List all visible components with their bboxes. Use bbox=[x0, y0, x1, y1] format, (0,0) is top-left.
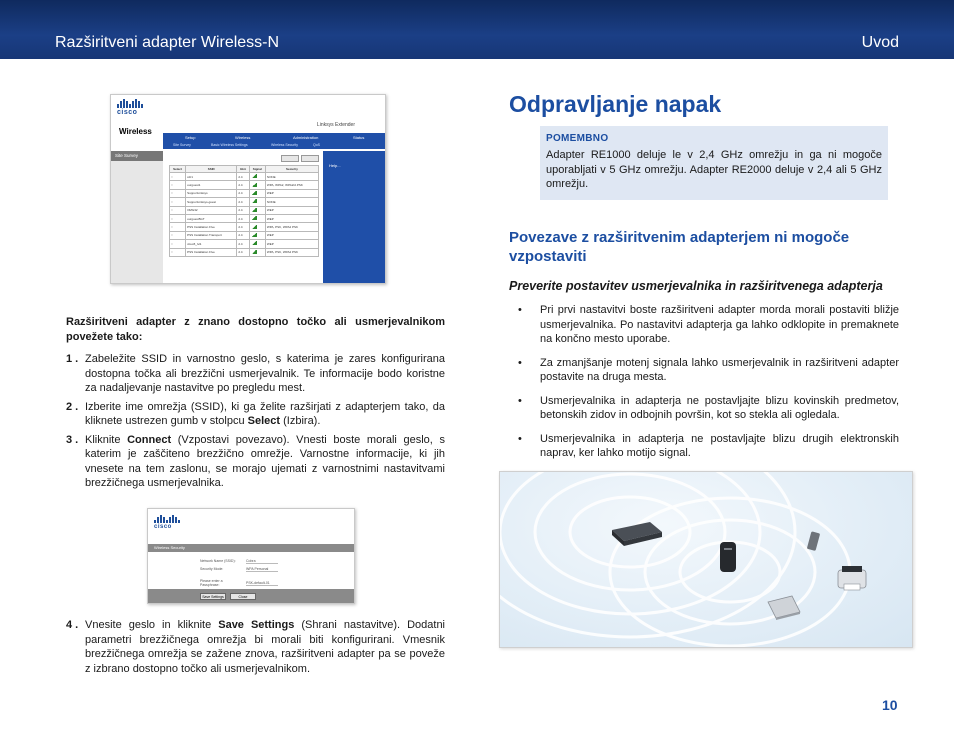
list-item: • Pri prvi nastavitvi boste razširitveni adapter morda morali postaviti bližje usmerjevalnika. Po nastavitvi adapterja ga lahko odklopite in premaknete na končno mesto uporabe. bbox=[509, 303, 899, 347]
table-row bbox=[170, 181, 319, 189]
step-3: 3 . Kliknite Connect (Vzpostavi povezavo). Vnesti boste morali geslo, s katerim je zaščiteno brezžično omrežje. Varnostne informacije, ki jih vnesete na tem zaslonu, se morajo ujemati z varnostnimi nastavitvami brezžičnega usmerjevalnika. bbox=[66, 433, 445, 489]
refresh-button[interactable] bbox=[281, 155, 299, 162]
security-cell: WPA, PSK, WPA2 PSK bbox=[265, 248, 318, 256]
table-row bbox=[170, 231, 319, 239]
ssid-cell: vireo5_ivl1 bbox=[186, 240, 237, 248]
table-row bbox=[170, 206, 319, 214]
select-radio[interactable]: ○ bbox=[170, 189, 186, 197]
select-radio[interactable]: ○ bbox=[170, 240, 186, 248]
nav-administration[interactable]: Administration bbox=[293, 135, 319, 140]
select-radio[interactable]: ○ bbox=[170, 198, 186, 206]
list-item: • Za zmanjšanje motenj signala lahko usmerjevalnik in razširitveni adapter postavite na druga mesta. bbox=[509, 356, 899, 385]
ssid-field[interactable]: Cobra bbox=[246, 559, 278, 564]
list-item: • Usmerjevalnika in adapterja ne postavljajte blizu drugih elektronskih naprav, ker lahko motijo signal. bbox=[509, 432, 899, 461]
ghz-cell: 2.4 bbox=[237, 240, 249, 248]
cisco-logo: cisco bbox=[154, 515, 180, 530]
section-heading: Povezave z razširitvenim adapterjem ni mogoče vzpostaviti bbox=[509, 229, 850, 265]
select-radio[interactable]: ○ bbox=[170, 223, 186, 231]
ssid-cell: ourguest1 bbox=[186, 181, 237, 189]
product-label: Linksys Extender bbox=[316, 122, 355, 128]
subnav-qos[interactable]: QoS bbox=[313, 143, 321, 147]
security-cell: NONE bbox=[265, 198, 318, 206]
subnav-site-survey[interactable]: Site Survey bbox=[173, 143, 191, 147]
sub-nav bbox=[163, 143, 385, 149]
ssid-cell: ourguest5GT bbox=[186, 214, 237, 222]
tips-list bbox=[509, 303, 899, 470]
signal-icon bbox=[249, 240, 265, 248]
ghz-cell: 2.4 bbox=[237, 248, 249, 256]
site-survey-screenshot bbox=[110, 94, 386, 284]
intro-paragraph: Razširitveni adapter z znano dostopno točko ali usmerjevalnikom povežete tako: bbox=[66, 316, 445, 343]
header-product-title: Razširitveni adapter Wireless-N bbox=[55, 34, 280, 51]
security-cell: WEP bbox=[265, 206, 318, 214]
nav-wireless[interactable]: Wireless bbox=[235, 135, 251, 140]
security-bar-label: Wireless Security bbox=[154, 545, 185, 550]
section-label: Wireless bbox=[119, 127, 152, 136]
table-row bbox=[170, 248, 319, 256]
note-text: Adapter RE1000 deluje le v 2,4 GHz omrežju in ga ni mogoče uporabljati v 5 GHz omrežju. Adapter RE2000 deluje v 2,4 ali 5 GHz omrežju. bbox=[546, 149, 882, 190]
table-row bbox=[170, 223, 319, 231]
close-button[interactable]: Close bbox=[230, 593, 256, 600]
signal-icon bbox=[249, 173, 265, 181]
ssid-cell: PSS Installation Five bbox=[186, 223, 237, 231]
page-title: Odpravljanje napak bbox=[509, 91, 722, 117]
signal-icon bbox=[249, 198, 265, 206]
survey-table: Select SSID GHz Signal Security ○ cdr1 2.4 NONE ○ ourguest1 2.4 WPA, WPA2, WPA2/A PSK ○ SupportLinksys 2.4 WEP ○ SupportLinksys-guest 2.4 NONE ○ OMG32 2.4 WEP ○ ourguest5GT 2.4 WEP ○ PSS Installation Five 2.4 WPA, PSK, WPA2 PSK ○ PSS Installation Transport 2.4 WEP ○ vireo5_ivl1 2.4 WEP ○ PSS Installation Five 2.4 WPA, PSK, WPA2 PSK bbox=[169, 165, 319, 257]
security-cell: NONE bbox=[265, 173, 318, 181]
page-header bbox=[0, 0, 954, 59]
security-cell: WEP bbox=[265, 214, 318, 222]
ghz-cell: 2.4 bbox=[237, 181, 249, 189]
ghz-cell: 2.4 bbox=[237, 189, 249, 197]
table-row bbox=[170, 240, 319, 248]
ghz-cell: 2.4 bbox=[237, 206, 249, 214]
printer-icon bbox=[838, 566, 866, 590]
signal-icon bbox=[249, 189, 265, 197]
subnav-basic-wireless[interactable]: Basic Wireless Settings bbox=[211, 143, 248, 147]
select-radio[interactable]: ○ bbox=[170, 181, 186, 189]
security-cell: WEP bbox=[265, 189, 318, 197]
important-note bbox=[540, 126, 888, 200]
ssid-cell: OMG32 bbox=[186, 206, 237, 214]
ssid-cell: SupportLinksys-guest bbox=[186, 198, 237, 206]
subsection-heading: Preverite postavitev usmerjevalnika in razširitvenega adapterja bbox=[509, 279, 883, 293]
ghz-cell: 2.4 bbox=[237, 173, 249, 181]
nav-status[interactable]: Status bbox=[353, 135, 365, 140]
select-radio[interactable]: ○ bbox=[170, 214, 186, 222]
select-radio[interactable]: ○ bbox=[170, 206, 186, 214]
security-cell: WPA, PSK, WPA2 PSK bbox=[265, 223, 318, 231]
subnav-wireless-security[interactable]: Wireless Security bbox=[271, 143, 299, 147]
security-mode-field[interactable]: WPA Personal bbox=[246, 567, 278, 572]
passphrase-field[interactable]: PSK-default-01 bbox=[246, 581, 278, 586]
ssid-cell: PSS Installation Transport bbox=[186, 231, 237, 239]
signal-icon bbox=[249, 181, 265, 189]
signal-icon bbox=[249, 214, 265, 222]
signal-icon bbox=[249, 206, 265, 214]
save-settings-button[interactable]: Save Settings bbox=[200, 593, 226, 600]
ghz-cell: 2.4 bbox=[237, 198, 249, 206]
step-4: 4 . Vnesite geslo in kliknite Save Settings (Shrani nastavitve). Dodatni parametri brezžičnega omrežja bi morali biti konfigurirani. Vmesnik brezžičnega omrežja se zažene znova, razširitveni adapter pa se poveže z izbrano dostopno točko ali usmerjevalnikom. bbox=[66, 619, 446, 675]
table-row bbox=[170, 198, 319, 206]
ssid-cell: SupportLinksys bbox=[186, 189, 237, 197]
network-illustration bbox=[499, 471, 913, 648]
page-number: 10 bbox=[882, 697, 898, 713]
signal-waves-graphic bbox=[500, 472, 913, 648]
ssid-cell: cdr1 bbox=[186, 173, 237, 181]
nav-setup[interactable]: Setup bbox=[185, 135, 196, 140]
signal-icon bbox=[249, 231, 265, 239]
select-radio[interactable]: ○ bbox=[170, 231, 186, 239]
ghz-cell: 2.4 bbox=[237, 223, 249, 231]
step-2: 2 . Izberite ime omrežja (SSID), ki ga želite razširjati z adapterjem tako, da kliknete ustrezen gumb v stolpcu Select (Izbira). bbox=[66, 400, 445, 427]
table-row bbox=[170, 189, 319, 197]
header-section-title: Uvod bbox=[861, 34, 899, 51]
close-button[interactable] bbox=[301, 155, 319, 162]
help-link[interactable]: Help... bbox=[329, 163, 341, 168]
security-cell: WPA, WPA2, WPA2/A PSK bbox=[265, 181, 318, 189]
security-cell: WEP bbox=[265, 231, 318, 239]
ssid-cell: PSS Installation Five bbox=[186, 248, 237, 256]
table-row bbox=[170, 214, 319, 222]
cisco-logo: cisco bbox=[117, 99, 147, 117]
wireless-security-screenshot: cisco Wireless Security Network Name (SSID): Cobra Security Mode: WPA Personal Please enter a Passphrase: PSK-default-01 Save Settings Close bbox=[147, 508, 355, 604]
signal-icon bbox=[249, 248, 265, 256]
table-row bbox=[170, 173, 319, 181]
security-cell: WEP bbox=[265, 240, 318, 248]
smartphone-icon bbox=[807, 531, 820, 551]
ghz-cell: 2.4 bbox=[237, 231, 249, 239]
signal-icon bbox=[249, 223, 265, 231]
list-item: • Usmerjevalnika in adapterja ne postavljajte blizu kovinskih predmetov, betonskih zidov in odbojnih površin, kot so stekla ali ogledala. bbox=[509, 394, 899, 423]
ghz-cell: 2.4 bbox=[237, 214, 249, 222]
step-1: 1 . Zabeležite SSID in varnostno geslo, s katerima je zares konfigurirana dostopna točka ali brezžični usmerjevalnik. Te informacije bodo koristne za nadaljevanje nastavitve po pregledu mest. bbox=[66, 353, 445, 394]
range-extender-icon bbox=[720, 542, 736, 572]
select-radio[interactable]: ○ bbox=[170, 248, 186, 256]
steps-4 bbox=[66, 618, 445, 676]
steps-1-3 bbox=[66, 352, 445, 491]
note-label: POMEMBNO bbox=[546, 133, 609, 144]
select-radio[interactable]: ○ bbox=[170, 173, 186, 181]
left-menu-item: Site Survey bbox=[111, 151, 163, 161]
